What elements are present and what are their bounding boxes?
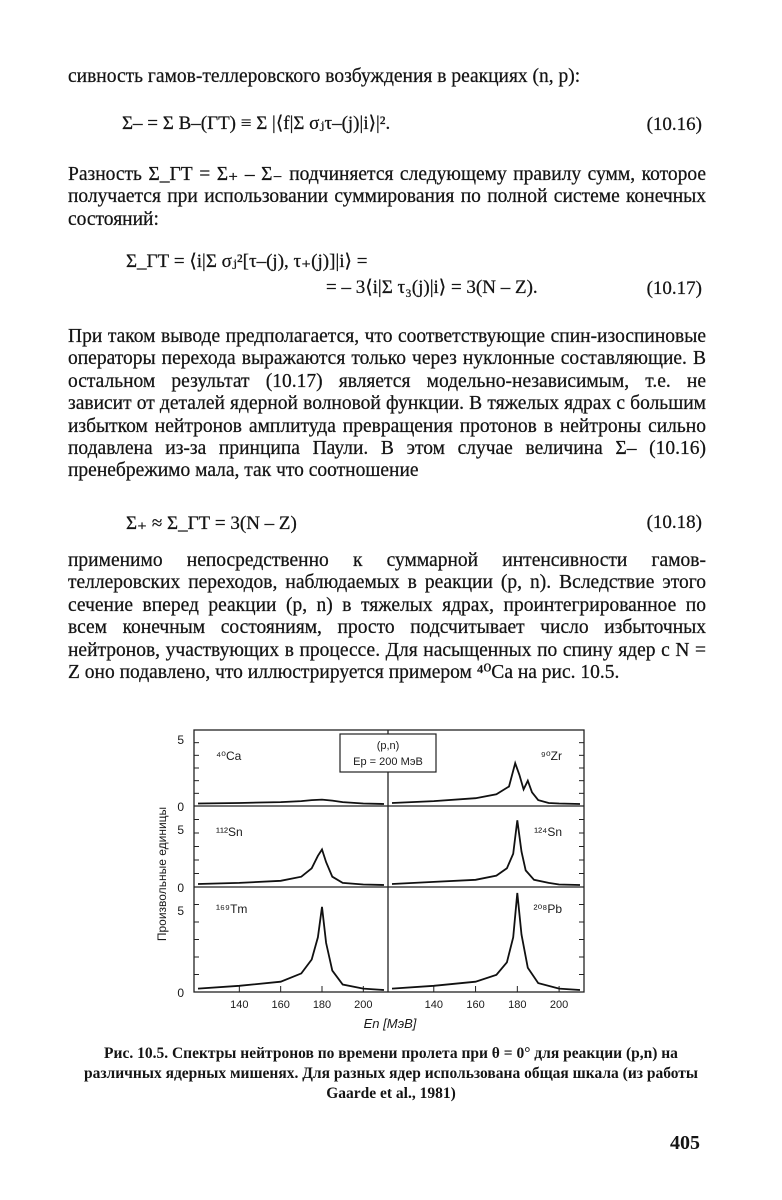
x-tick-label: 180 [508, 999, 527, 1011]
spectrum-curve-112Sn [198, 850, 384, 886]
equation-10-17-line-2: = – 3⟨i|Σ τ₃(j)|i⟩ = 3(N – Z). [326, 277, 538, 298]
x-tick-label: 140 [424, 999, 443, 1011]
y-tick-label: 0 [177, 800, 184, 814]
beam-energy-label: Ep = 200 МэВ [353, 756, 423, 768]
equation-10-18: Σ₊ ≈ Σ_ГТ = 3(N – Z) [126, 513, 297, 534]
x-axis-title: En [МэВ] [363, 1016, 417, 1031]
y-tick-label: 5 [177, 904, 184, 918]
y-tick-label: 0 [177, 881, 184, 895]
figure-caption: Рис. 10.5. Спектры нейтронов по времени пролета при θ = 0° для реакции (p,n) на различных ядерных мишенях. Для разных ядер использована общая шкала (из работы Gaarde et al., 1981) [83, 1045, 699, 1102]
panel-label-169Tm: ¹⁶⁹Tm [216, 902, 248, 916]
paragraph-4: применимо непосредственно к суммарной интенсивности гамов-теллеровских переходов, наблюдаемых в реакции (p, n). Вследствие этого сечение вперед реакции (p, n) в тяжелых ядрах, проинтегрированное по всем конечным состояниям, просто подсчитывает число избыточных нейтронов, участвующих в процессе. Для насыщенных по спину ядер с N = Z оно подавлено, что иллюстрируется примером ⁴⁰Ca на рис. 10.5. [68, 550, 706, 684]
panel-label-208Pb: ²⁰⁸Pb [533, 902, 562, 916]
panel-label-124Sn: ¹²⁴Sn [534, 825, 562, 839]
paragraph-2: Разность Σ_ГТ = Σ₊ – Σ₋ подчиняется следующему правилу сумм, которое получается при использовании суммирования по полной системе конечных состояний: [68, 164, 706, 230]
equation-10-16: Σ– = Σ B–(ГТ) ≡ Σ |⟨f|Σ σⱼτ–(j)|i⟩|². [122, 113, 391, 134]
x-tick-label: 160 [271, 999, 290, 1011]
x-tick-label: 140 [230, 999, 249, 1011]
x-tick-label: 200 [354, 999, 373, 1011]
x-tick-label: 180 [312, 999, 332, 1011]
panel-label-90Zr: ⁹⁰Zr [540, 749, 562, 763]
chart-labels [177, 733, 568, 1011]
figure-10-5-chart [150, 722, 610, 1038]
x-tick-label: 200 [549, 999, 569, 1011]
spectrum-curve-40Ca [198, 800, 384, 804]
y-tick-label: 5 [177, 823, 184, 837]
spectrum-curve-169Tm [198, 907, 384, 990]
equation-10-17-line-1: Σ_ГТ = ⟨i|Σ σⱼ²[τ–(j), τ₊(j)]|i⟩ = [126, 251, 368, 272]
equation-number-10-16: (10.16) [646, 114, 702, 135]
paragraph-3: При таком выводе предполагается, что соответствующие спин-изоспиновые операторы перехода выражаются только через нуклонные составляющие. В остальном результат (10.17) является модельно-независимым, т.е. не зависит от деталей ядерной волновой функции. В тяжелых ядрах с большим избытком нейтронов амплитуда превращения протонов в нейтроны сильно подавлена из-за принципа Паули. В этом случае величина Σ– (10.16) пренебрежимо мала, так что соотношение [68, 326, 706, 482]
y-tick-label: 0 [177, 986, 184, 1000]
reaction-label: (p,n) [376, 740, 400, 752]
panel-label-112Sn: ¹¹²Sn [216, 825, 243, 839]
equation-number-10-18: (10.18) [646, 512, 702, 533]
page-number: 405 [670, 1132, 700, 1154]
y-axis-title: Произвольные единицы [155, 806, 169, 942]
paragraph-1: сивность гамов-теллеровского возбуждения в реакциях (n, p): [68, 66, 581, 87]
x-tick-label: 160 [466, 999, 485, 1011]
equation-number-10-17: (10.17) [646, 278, 702, 299]
chart-curves [198, 763, 580, 990]
panel-label-40Ca: ⁴⁰Ca [216, 749, 242, 763]
y-tick-label: 5 [177, 733, 184, 747]
